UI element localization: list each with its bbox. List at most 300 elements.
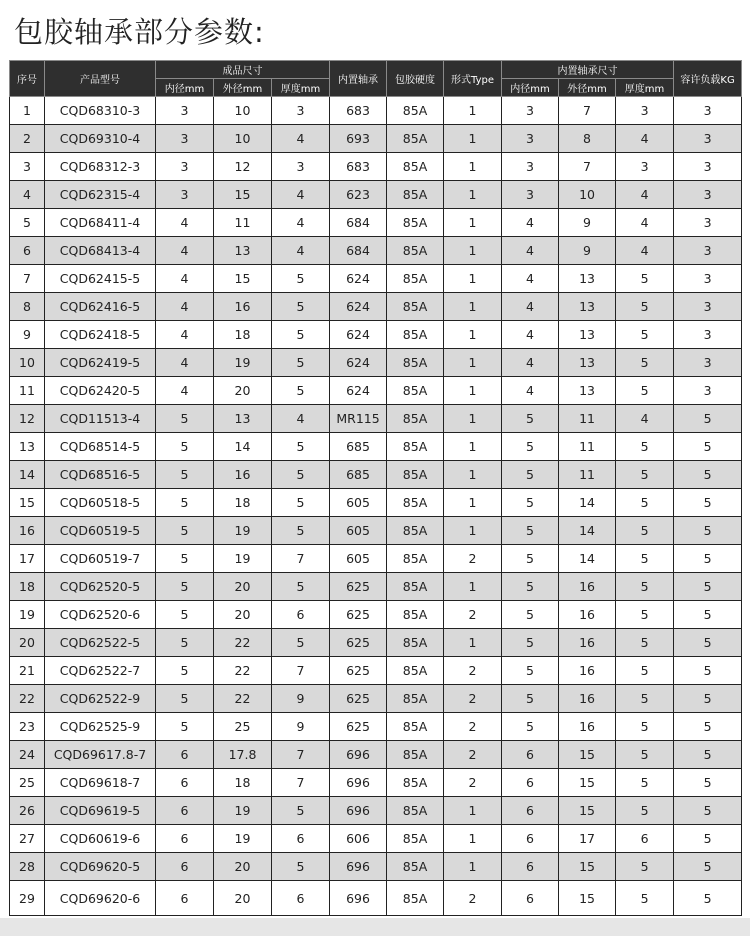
cell-model: CQD62525-9 [45,713,156,741]
cell-form-type: 2 [444,601,502,629]
cell-ib-outer: 7 [559,153,616,181]
header-ib-thick: 厚度mm [616,79,674,97]
cell-ib-outer: 9 [559,209,616,237]
cell-fs-inner: 6 [156,881,214,916]
cell-form-type: 1 [444,377,502,405]
cell-model: CQD62522-5 [45,629,156,657]
cell-model: CQD62420-5 [45,377,156,405]
cell-form-type: 1 [444,209,502,237]
cell-inner-bearing: 624 [330,293,387,321]
cell-inner-bearing: 624 [330,321,387,349]
cell-load: 5 [674,741,742,769]
cell-ib-thick: 5 [616,573,674,601]
cell-fs-thick: 5 [272,853,330,881]
cell-load: 5 [674,713,742,741]
cell-ib-outer: 17 [559,825,616,853]
cell-fs-outer: 19 [214,825,272,853]
cell-fs-thick: 5 [272,517,330,545]
cell-inner-bearing: 684 [330,237,387,265]
cell-inner-bearing: 605 [330,545,387,573]
cell-form-type: 1 [444,237,502,265]
cell-ib-thick: 4 [616,209,674,237]
cell-form-type: 1 [444,405,502,433]
cell-hardness: 85A [387,545,444,573]
header-fs-outer: 外径mm [214,79,272,97]
cell-ib-inner: 5 [502,713,559,741]
cell-hardness: 85A [387,265,444,293]
cell-hardness: 85A [387,321,444,349]
cell-form-type: 1 [444,97,502,125]
cell-form-type: 2 [444,713,502,741]
cell-no: 9 [10,321,45,349]
cell-fs-thick: 5 [272,461,330,489]
cell-ib-thick: 5 [616,713,674,741]
header-fs-thick: 厚度mm [272,79,330,97]
cell-fs-inner: 3 [156,125,214,153]
cell-ib-inner: 5 [502,685,559,713]
cell-fs-thick: 9 [272,685,330,713]
cell-fs-inner: 3 [156,153,214,181]
cell-inner-bearing: 624 [330,349,387,377]
cell-inner-bearing: 696 [330,741,387,769]
cell-fs-outer: 19 [214,797,272,825]
cell-ib-inner: 5 [502,433,559,461]
cell-fs-outer: 20 [214,573,272,601]
cell-fs-thick: 7 [272,741,330,769]
cell-hardness: 85A [387,629,444,657]
cell-form-type: 1 [444,517,502,545]
cell-no: 24 [10,741,45,769]
cell-fs-thick: 4 [272,125,330,153]
cell-load: 5 [674,489,742,517]
cell-form-type: 1 [444,825,502,853]
cell-no: 29 [10,881,45,916]
cell-fs-thick: 5 [272,349,330,377]
cell-no: 21 [10,657,45,685]
bottom-strip [0,918,750,936]
table-body [10,97,742,916]
cell-ib-outer: 11 [559,433,616,461]
cell-no: 28 [10,853,45,881]
cell-no: 3 [10,153,45,181]
header-row-top [10,61,742,79]
cell-ib-inner: 4 [502,293,559,321]
cell-inner-bearing: 685 [330,433,387,461]
cell-hardness: 85A [387,293,444,321]
table-row [10,405,742,433]
cell-no: 8 [10,293,45,321]
cell-hardness: 85A [387,433,444,461]
cell-no: 13 [10,433,45,461]
table-row [10,797,742,825]
cell-fs-inner: 4 [156,377,214,405]
cell-no: 17 [10,545,45,573]
cell-ib-inner: 4 [502,265,559,293]
cell-fs-outer: 19 [214,545,272,573]
cell-ib-outer: 13 [559,293,616,321]
cell-model: CQD60519-7 [45,545,156,573]
cell-ib-outer: 16 [559,685,616,713]
cell-fs-inner: 6 [156,769,214,797]
cell-hardness: 85A [387,685,444,713]
table-row [10,629,742,657]
cell-no: 27 [10,825,45,853]
cell-ib-inner: 5 [502,629,559,657]
cell-ib-thick: 5 [616,321,674,349]
cell-hardness: 85A [387,713,444,741]
cell-load: 3 [674,321,742,349]
cell-load: 5 [674,853,742,881]
cell-inner-bearing: 623 [330,181,387,209]
cell-ib-thick: 5 [616,741,674,769]
table-row [10,881,742,916]
cell-ib-outer: 16 [559,629,616,657]
cell-fs-inner: 5 [156,433,214,461]
cell-model: CQD69620-5 [45,853,156,881]
cell-ib-inner: 5 [502,405,559,433]
cell-fs-outer: 18 [214,769,272,797]
cell-form-type: 2 [444,657,502,685]
cell-ib-outer: 14 [559,517,616,545]
cell-hardness: 85A [387,881,444,916]
cell-ib-outer: 13 [559,321,616,349]
cell-hardness: 85A [387,601,444,629]
cell-form-type: 1 [444,181,502,209]
cell-fs-outer: 10 [214,97,272,125]
cell-ib-inner: 5 [502,573,559,601]
cell-ib-thick: 5 [616,349,674,377]
cell-form-type: 2 [444,685,502,713]
cell-ib-outer: 11 [559,405,616,433]
cell-load: 5 [674,517,742,545]
cell-model: CQD62520-6 [45,601,156,629]
cell-ib-thick: 5 [616,881,674,916]
cell-no: 14 [10,461,45,489]
cell-ib-thick: 5 [616,769,674,797]
cell-model: CQD62522-9 [45,685,156,713]
cell-model: CQD62419-5 [45,349,156,377]
cell-fs-thick: 4 [272,181,330,209]
cell-ib-outer: 15 [559,881,616,916]
cell-ib-outer: 15 [559,741,616,769]
table-row [10,433,742,461]
cell-load: 3 [674,349,742,377]
cell-ib-outer: 7 [559,97,616,125]
cell-inner-bearing: 606 [330,825,387,853]
cell-model: CQD68514-5 [45,433,156,461]
cell-fs-outer: 22 [214,685,272,713]
cell-load: 5 [674,405,742,433]
cell-load: 5 [674,601,742,629]
cell-load: 5 [674,881,742,916]
cell-model: CQD68413-4 [45,237,156,265]
cell-form-type: 1 [444,265,502,293]
table-row [10,517,742,545]
cell-no: 12 [10,405,45,433]
cell-fs-outer: 15 [214,265,272,293]
cell-form-type: 1 [444,629,502,657]
cell-fs-outer: 25 [214,713,272,741]
cell-inner-bearing: 625 [330,629,387,657]
cell-inner-bearing: 605 [330,517,387,545]
cell-ib-outer: 15 [559,769,616,797]
cell-ib-thick: 4 [616,405,674,433]
cell-fs-inner: 5 [156,489,214,517]
cell-fs-outer: 11 [214,209,272,237]
cell-model: CQD69618-7 [45,769,156,797]
cell-form-type: 1 [444,573,502,601]
cell-fs-thick: 3 [272,153,330,181]
cell-hardness: 85A [387,657,444,685]
cell-form-type: 1 [444,433,502,461]
table-row [10,713,742,741]
table-row [10,573,742,601]
cell-fs-outer: 20 [214,853,272,881]
cell-fs-thick: 4 [272,237,330,265]
cell-load: 3 [674,125,742,153]
cell-inner-bearing: 625 [330,573,387,601]
cell-ib-outer: 13 [559,349,616,377]
cell-no: 22 [10,685,45,713]
cell-fs-thick: 7 [272,545,330,573]
cell-fs-thick: 5 [272,321,330,349]
cell-form-type: 2 [444,769,502,797]
cell-fs-outer: 15 [214,181,272,209]
cell-inner-bearing: 684 [330,209,387,237]
cell-fs-thick: 5 [272,265,330,293]
cell-ib-outer: 16 [559,601,616,629]
cell-load: 3 [674,97,742,125]
cell-fs-inner: 3 [156,181,214,209]
cell-fs-thick: 9 [272,713,330,741]
cell-fs-inner: 4 [156,349,214,377]
cell-ib-inner: 5 [502,489,559,517]
cell-ib-thick: 5 [616,265,674,293]
cell-ib-inner: 6 [502,797,559,825]
cell-form-type: 1 [444,489,502,517]
cell-ib-thick: 5 [616,293,674,321]
cell-inner-bearing: 683 [330,153,387,181]
cell-ib-outer: 15 [559,797,616,825]
cell-fs-inner: 5 [156,713,214,741]
cell-fs-inner: 5 [156,573,214,601]
cell-fs-outer: 20 [214,881,272,916]
cell-hardness: 85A [387,517,444,545]
cell-inner-bearing: 685 [330,461,387,489]
cell-ib-outer: 16 [559,573,616,601]
cell-fs-outer: 19 [214,517,272,545]
table-row [10,209,742,237]
cell-ib-inner: 6 [502,881,559,916]
header-hardness: 包胶硬度 [387,61,444,97]
cell-load: 5 [674,433,742,461]
cell-ib-thick: 3 [616,153,674,181]
header-no: 序号 [10,61,45,97]
cell-no: 4 [10,181,45,209]
cell-inner-bearing: 624 [330,265,387,293]
table-row [10,377,742,405]
cell-fs-thick: 5 [272,573,330,601]
cell-ib-outer: 14 [559,545,616,573]
cell-inner-bearing: 624 [330,377,387,405]
cell-hardness: 85A [387,349,444,377]
cell-fs-inner: 6 [156,741,214,769]
cell-fs-thick: 5 [272,797,330,825]
cell-form-type: 1 [444,125,502,153]
cell-ib-thick: 5 [616,461,674,489]
table-row [10,125,742,153]
cell-form-type: 1 [444,797,502,825]
table-row [10,97,742,125]
cell-no: 5 [10,209,45,237]
header-model: 产品型号 [45,61,156,97]
cell-fs-thick: 4 [272,209,330,237]
cell-fs-thick: 6 [272,601,330,629]
cell-ib-outer: 15 [559,853,616,881]
cell-hardness: 85A [387,377,444,405]
cell-model: CQD11513-4 [45,405,156,433]
cell-ib-thick: 5 [616,601,674,629]
cell-load: 3 [674,181,742,209]
cell-form-type: 2 [444,741,502,769]
cell-fs-outer: 22 [214,657,272,685]
header-fs-inner: 内径mm [156,79,214,97]
table-row [10,545,742,573]
cell-no: 15 [10,489,45,517]
cell-inner-bearing: 625 [330,685,387,713]
cell-fs-inner: 4 [156,321,214,349]
cell-fs-inner: 5 [156,545,214,573]
cell-fs-thick: 7 [272,769,330,797]
cell-fs-outer: 16 [214,293,272,321]
cell-ib-thick: 5 [616,433,674,461]
cell-fs-outer: 14 [214,433,272,461]
cell-hardness: 85A [387,237,444,265]
cell-fs-thick: 5 [272,629,330,657]
cell-form-type: 1 [444,153,502,181]
cell-load: 5 [674,797,742,825]
header-load: 容许负载KG [674,61,742,97]
cell-ib-inner: 5 [502,601,559,629]
cell-ib-inner: 5 [502,461,559,489]
cell-fs-inner: 5 [156,461,214,489]
cell-ib-outer: 10 [559,181,616,209]
cell-model: CQD68312-3 [45,153,156,181]
cell-hardness: 85A [387,769,444,797]
cell-inner-bearing: 696 [330,853,387,881]
table-row [10,153,742,181]
cell-ib-thick: 5 [616,629,674,657]
cell-ib-thick: 5 [616,657,674,685]
cell-fs-inner: 5 [156,629,214,657]
cell-ib-thick: 4 [616,237,674,265]
cell-model: CQD60619-6 [45,825,156,853]
cell-load: 3 [674,265,742,293]
cell-model: CQD62418-5 [45,321,156,349]
cell-hardness: 85A [387,489,444,517]
cell-hardness: 85A [387,825,444,853]
cell-ib-inner: 4 [502,377,559,405]
cell-inner-bearing: 696 [330,769,387,797]
table-row [10,461,742,489]
cell-hardness: 85A [387,181,444,209]
cell-ib-inner: 5 [502,545,559,573]
cell-hardness: 85A [387,573,444,601]
bearing-spec-table [9,60,742,916]
cell-inner-bearing: 696 [330,881,387,916]
cell-ib-thick: 5 [616,489,674,517]
table-row [10,853,742,881]
table-row [10,293,742,321]
cell-fs-thick: 5 [272,293,330,321]
cell-form-type: 2 [444,881,502,916]
cell-ib-thick: 6 [616,825,674,853]
cell-inner-bearing: 693 [330,125,387,153]
cell-model: CQD68411-4 [45,209,156,237]
cell-model: CQD62416-5 [45,293,156,321]
cell-inner-bearing: 625 [330,601,387,629]
cell-fs-inner: 5 [156,657,214,685]
cell-load: 5 [674,545,742,573]
cell-ib-outer: 13 [559,377,616,405]
cell-no: 25 [10,769,45,797]
cell-ib-outer: 9 [559,237,616,265]
cell-ib-outer: 14 [559,489,616,517]
table-row [10,657,742,685]
cell-no: 1 [10,97,45,125]
cell-no: 11 [10,377,45,405]
table-row [10,825,742,853]
cell-ib-thick: 5 [616,685,674,713]
cell-load: 3 [674,293,742,321]
cell-ib-inner: 4 [502,209,559,237]
cell-hardness: 85A [387,853,444,881]
cell-no: 16 [10,517,45,545]
cell-fs-thick: 6 [272,881,330,916]
cell-form-type: 1 [444,349,502,377]
cell-fs-thick: 5 [272,489,330,517]
cell-hardness: 85A [387,797,444,825]
cell-fs-thick: 6 [272,825,330,853]
cell-model: CQD68310-3 [45,97,156,125]
cell-model: CQD69310-4 [45,125,156,153]
cell-fs-thick: 3 [272,97,330,125]
cell-inner-bearing: 625 [330,713,387,741]
cell-fs-inner: 6 [156,797,214,825]
cell-inner-bearing: 625 [330,657,387,685]
cell-model: CQD69620-6 [45,881,156,916]
cell-inner-bearing: 696 [330,797,387,825]
cell-no: 20 [10,629,45,657]
cell-ib-inner: 6 [502,769,559,797]
cell-load: 5 [674,629,742,657]
cell-fs-inner: 5 [156,685,214,713]
table-row [10,321,742,349]
header-ib-outer: 外径mm [559,79,616,97]
cell-model: CQD69619-5 [45,797,156,825]
cell-ib-thick: 5 [616,377,674,405]
cell-load: 3 [674,153,742,181]
cell-ib-inner: 6 [502,853,559,881]
cell-fs-outer: 20 [214,601,272,629]
cell-load: 5 [674,825,742,853]
cell-fs-outer: 22 [214,629,272,657]
cell-ib-inner: 3 [502,181,559,209]
cell-hardness: 85A [387,125,444,153]
cell-fs-outer: 12 [214,153,272,181]
table-row [10,349,742,377]
cell-hardness: 85A [387,461,444,489]
